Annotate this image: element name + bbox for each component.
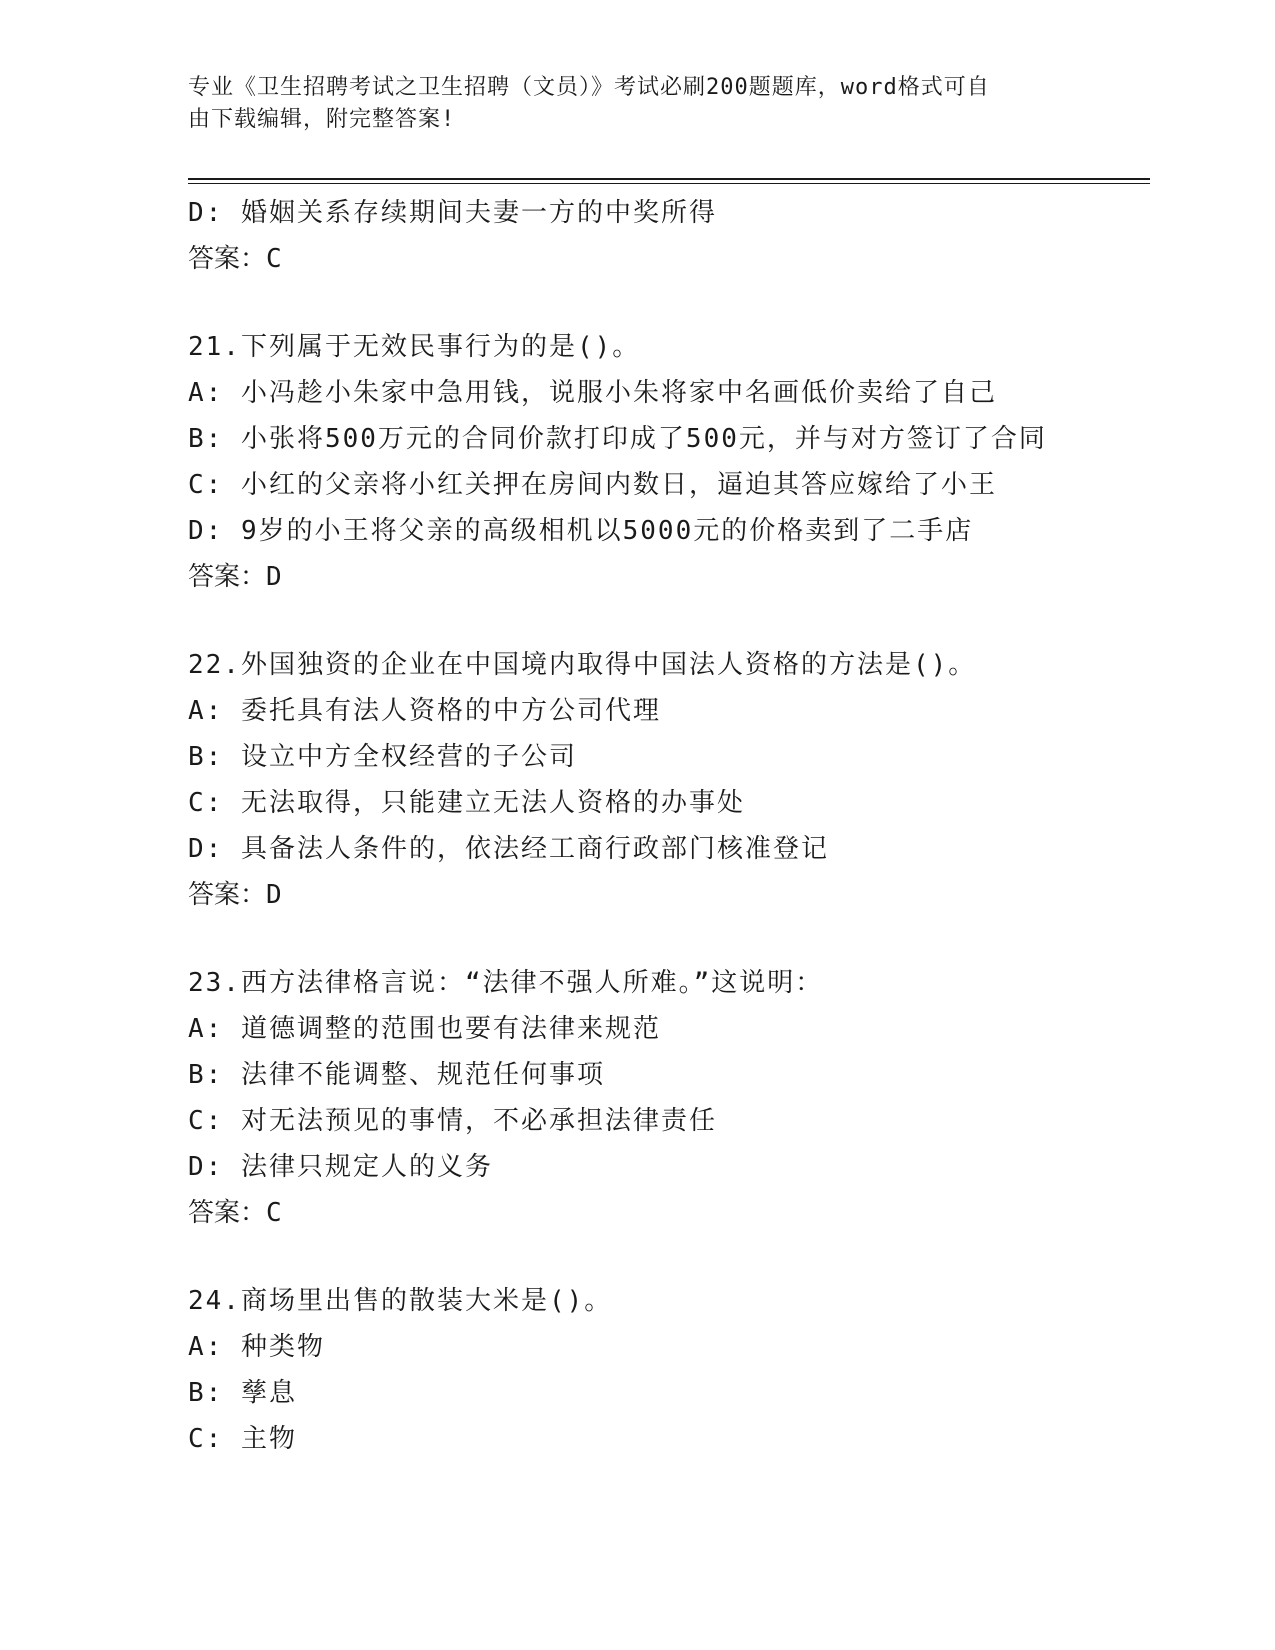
answer-label: 答案： (188, 880, 267, 910)
option-a: A: 小冯趁小朱家中急用钱，说服小朱将家中名画低价卖给了自己 (188, 378, 997, 408)
option-c: C: 主物 (188, 1424, 297, 1454)
option-b: B: 设立中方全权经营的子公司 (188, 742, 577, 772)
question-spacer (188, 918, 1148, 960)
answer-label: 答案： (188, 562, 267, 592)
option-c: C: 无法取得，只能建立无法人资格的办事处 (188, 788, 745, 818)
answer-line (188, 236, 1148, 282)
answer-value: C (266, 1198, 282, 1228)
question-stem: 23.西方法律格言说：“法律不强人所难。”这说明： (188, 968, 824, 998)
answer-line (188, 1190, 1148, 1236)
option-a: A: 种类物 (188, 1332, 325, 1362)
option-c: C: 小红的父亲将小红关押在房间内数日，逼迫其答应嫁给了小王 (188, 470, 997, 500)
answer-label: 答案： (188, 244, 267, 274)
question-spacer (188, 282, 1148, 324)
option-d: D: 9岁的小王将父亲的高级相机以5000元的价格卖到了二手店 (188, 516, 974, 546)
option-d: D: 婚姻关系存续期间夫妻一方的中奖所得 (188, 198, 717, 228)
header-line-2: 由下载编辑，附完整答案! (188, 107, 456, 132)
option-b: B: 孳息 (188, 1378, 297, 1408)
question-stem: 24.商场里出售的散装大米是()。 (188, 1286, 613, 1316)
option-a: A: 道德调整的范围也要有法律来规范 (188, 1014, 661, 1044)
question-21 (188, 324, 1148, 600)
option-a: A: 委托具有法人资格的中方公司代理 (188, 696, 661, 726)
question-stem: 22.外国独资的企业在中国境内取得中国法人资格的方法是()。 (188, 650, 977, 680)
answer-value: C (266, 244, 282, 274)
header-rule-thick (188, 178, 1150, 180)
option-c: C: 对无法预见的事情，不必承担法律责任 (188, 1106, 717, 1136)
option-d: D: 具备法人条件的，依法经工商行政部门核准登记 (188, 834, 829, 864)
header-rule-thin (188, 183, 1150, 184)
question-spacer (188, 1236, 1148, 1278)
option-b: B: 小张将500万元的合同价款打印成了500元，并与对方签订了合同 (188, 424, 1047, 454)
question-22 (188, 642, 1148, 918)
question-24 (188, 1278, 1148, 1462)
carryover-question (188, 190, 1148, 282)
option-d: D: 法律只规定人的义务 (188, 1152, 493, 1182)
answer-line (188, 872, 1148, 918)
question-spacer (188, 600, 1148, 642)
answer-value: D (266, 880, 282, 910)
question-stem: 21.下列属于无效民事行为的是()。 (188, 332, 641, 362)
question-content (188, 190, 1148, 1462)
answer-value: D (266, 562, 282, 592)
answer-label: 答案： (188, 1198, 267, 1228)
answer-line (188, 554, 1148, 600)
document-header (188, 72, 1088, 136)
header-line-1: 专业《卫生招聘考试之卫生招聘（文员）》考试必刷200题题库，word格式可自 (188, 75, 990, 100)
question-23 (188, 960, 1148, 1236)
option-b: B: 法律不能调整、规范任何事项 (188, 1060, 605, 1090)
